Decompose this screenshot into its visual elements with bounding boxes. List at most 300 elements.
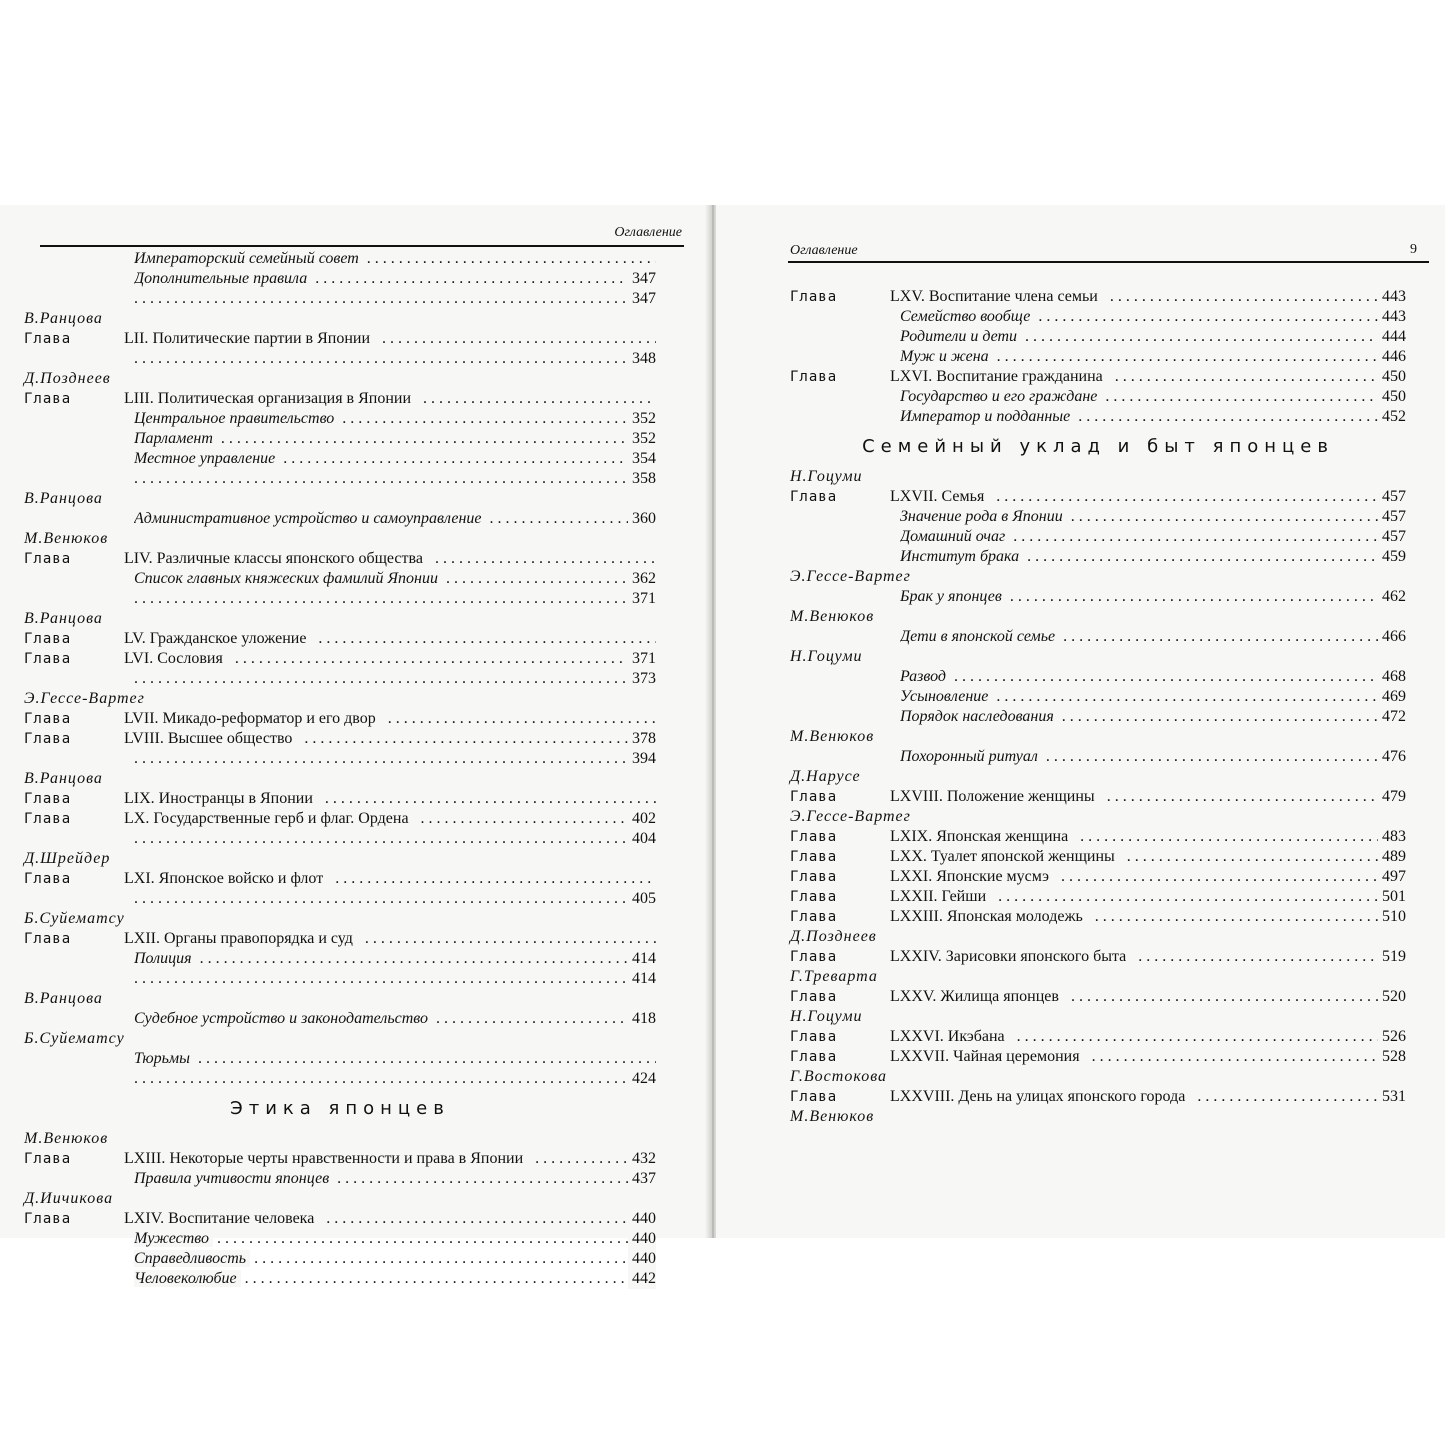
chapter-title: Жилища японцев xyxy=(940,988,1063,1005)
toc-author: Э.Гессе-Вартег xyxy=(790,568,911,585)
chapter-title: Гражданское уложение xyxy=(150,630,311,647)
toc-sub-entry[interactable] xyxy=(24,429,656,449)
page-ref: 440 xyxy=(628,1209,656,1229)
toc-sub-entry[interactable] xyxy=(24,1249,656,1269)
chapter-numeral: LIII. xyxy=(124,390,154,407)
toc-chapter-entry[interactable] xyxy=(790,867,1406,887)
chapter-numeral: LXIV. xyxy=(124,1210,165,1227)
chapter-title: Воспитание человека xyxy=(168,1210,318,1227)
toc-author: Д.Позднеев xyxy=(790,928,877,945)
toc-sub-entry[interactable] xyxy=(790,407,1406,427)
entry-title: Порядок наследования xyxy=(900,708,1058,725)
toc-chapter-entry[interactable] xyxy=(790,1027,1406,1047)
toc-sub-entry[interactable] xyxy=(24,669,656,689)
chapter-numeral: LXII. xyxy=(124,930,160,947)
page-ref: 466 xyxy=(1378,627,1406,647)
chapter-head xyxy=(790,1028,1013,1045)
chapter-title: Органы правопорядка и суд xyxy=(164,930,357,947)
toc-leader xyxy=(790,287,1406,307)
page-ref: 457 xyxy=(1378,527,1406,547)
toc-chapter-entry[interactable] xyxy=(790,907,1406,927)
chapter-numeral: LXI. xyxy=(124,870,155,887)
toc-section-title: Этика японцев xyxy=(230,1098,450,1119)
toc-author: Н.Гоцуми xyxy=(790,468,863,485)
chapter-head xyxy=(24,390,419,407)
toc-leader xyxy=(24,869,656,889)
page-ref: 489 xyxy=(1378,847,1406,867)
page-ref: 457 xyxy=(1378,487,1406,507)
entry-title: Домашний очаг xyxy=(900,528,1009,545)
chapter-head xyxy=(24,710,384,727)
chapter-head xyxy=(24,630,314,647)
chapter-label: Глава xyxy=(790,949,838,965)
chapter-head xyxy=(790,368,1111,385)
page-ref: 378 xyxy=(628,729,656,749)
chapter-label: Глава xyxy=(24,711,72,727)
toc-sub-entry[interactable] xyxy=(24,1229,656,1249)
toc-chapter-entry[interactable] xyxy=(790,947,1406,967)
toc-sub-entry[interactable] xyxy=(790,307,1406,327)
toc-leader xyxy=(134,409,656,429)
chapter-title: Сословия xyxy=(157,650,227,667)
toc-chapter-entry[interactable] xyxy=(24,729,656,749)
page-ref: 402 xyxy=(628,809,656,829)
toc-leader xyxy=(24,549,656,569)
toc-leader xyxy=(900,387,1406,407)
page-ref: 348 xyxy=(628,349,656,369)
toc-leader xyxy=(900,527,1406,547)
toc-sub-entry[interactable] xyxy=(24,1169,656,1189)
toc-sub-entry[interactable] xyxy=(790,387,1406,407)
chapter-label: Глава xyxy=(790,489,838,505)
toc-leader xyxy=(134,1229,656,1249)
toc-leader xyxy=(134,589,656,609)
toc-chapter-entry[interactable] xyxy=(24,649,656,669)
toc-author: М.Венюков xyxy=(790,1108,875,1125)
toc-author: Э.Гессе-Вартег xyxy=(24,690,145,707)
page-ref: 469 xyxy=(1378,687,1406,707)
chapter-numeral: LII. xyxy=(124,330,149,347)
entry-title: Похоронный ритуал xyxy=(900,748,1042,765)
chapter-numeral: LXXVIII. xyxy=(890,1088,955,1105)
toc-leader xyxy=(134,449,656,469)
entry-title: Список главных княжеских фамилий Японии xyxy=(134,570,442,587)
chapter-numeral: LXIX. xyxy=(890,828,933,845)
toc-leader xyxy=(134,269,656,289)
toc-leader xyxy=(790,1047,1406,1067)
toc-leader xyxy=(134,949,656,969)
chapter-numeral: LXXVII. xyxy=(890,1048,950,1065)
toc-leader xyxy=(900,307,1406,327)
toc-author: Г.Треварта xyxy=(790,968,878,985)
entry-title: Центральное правительство xyxy=(134,410,338,427)
page-ref: 362 xyxy=(628,569,656,589)
toc-chapter-entry[interactable] xyxy=(790,847,1406,867)
toc-leader xyxy=(24,649,656,669)
page-ref: 452 xyxy=(1378,407,1406,427)
toc-sub-entry[interactable] xyxy=(790,627,1406,647)
book-spread xyxy=(0,205,1445,1287)
page-ref: 418 xyxy=(628,1009,656,1029)
toc-chapter-entry[interactable] xyxy=(24,709,656,729)
page-ref: 510 xyxy=(1378,907,1406,927)
toc-leader xyxy=(790,847,1406,867)
toc-chapter-entry[interactable] xyxy=(24,1209,656,1229)
toc-leader xyxy=(134,349,656,369)
chapter-label: Глава xyxy=(24,331,72,347)
toc-sub-entry[interactable] xyxy=(24,1009,656,1029)
page-ref: 347 xyxy=(628,289,656,309)
chapter-title: Японская женщина xyxy=(936,828,1072,845)
page-ref: 347 xyxy=(628,269,656,289)
page-ref: 501 xyxy=(1378,887,1406,907)
entry-title: Родители и дети xyxy=(900,328,1021,345)
page-ref: 414 xyxy=(628,949,656,969)
chapter-head xyxy=(790,1048,1088,1065)
chapter-head xyxy=(24,650,231,667)
toc-chapter-entry[interactable] xyxy=(24,1149,656,1169)
chapter-head xyxy=(24,810,417,827)
entry-title: Император и подданные xyxy=(900,408,1074,425)
chapter-numeral: LIX. xyxy=(124,790,155,807)
toc-sub-entry[interactable] xyxy=(24,249,656,269)
page-ref: 479 xyxy=(1378,787,1406,807)
toc-author: Д.Шрейдер xyxy=(24,850,111,867)
page-ref: 405 xyxy=(628,889,656,909)
page-ref: 519 xyxy=(1378,947,1406,967)
chapter-head xyxy=(790,848,1123,865)
chapter-head xyxy=(24,870,331,887)
toc-leader xyxy=(24,1149,656,1169)
toc-sub-entry[interactable] xyxy=(790,687,1406,707)
toc-leader xyxy=(790,987,1406,1007)
toc-leader xyxy=(134,969,656,989)
entry-title: Дополнительные правила xyxy=(134,270,311,287)
entry-title: Муж и жена xyxy=(900,348,993,365)
toc-leader xyxy=(790,827,1406,847)
toc-chapter-entry[interactable] xyxy=(790,787,1406,807)
page-ref: 404 xyxy=(628,829,656,849)
chapter-numeral: LXX. xyxy=(890,848,927,865)
chapter-title: Микадо-реформатор и его двор xyxy=(163,710,380,727)
toc-chapter-entry[interactable] xyxy=(24,809,656,829)
toc-sub-entry[interactable] xyxy=(24,409,656,429)
chapter-numeral: LXIII. xyxy=(124,1150,166,1167)
page-ref: 520 xyxy=(1378,987,1406,1007)
toc-sub-entry[interactable] xyxy=(24,889,656,909)
toc-chapter-entry[interactable] xyxy=(24,389,656,409)
page-ref: 394 xyxy=(628,749,656,769)
page-ref: 373 xyxy=(628,669,656,689)
toc-leader xyxy=(134,669,656,689)
entry-title: Судебное устройство и законодательство xyxy=(134,1010,432,1027)
chapter-title: Воспитание члена семьи xyxy=(929,288,1102,305)
toc-leader xyxy=(134,569,656,589)
chapter-numeral: LV. xyxy=(124,630,146,647)
chapter-numeral: LVII. xyxy=(124,710,159,727)
chapter-label: Глава xyxy=(24,791,72,807)
toc-leader xyxy=(134,1009,656,1029)
toc-sub-entry[interactable] xyxy=(790,707,1406,727)
toc-sub-entry[interactable] xyxy=(24,1069,656,1089)
chapter-label: Глава xyxy=(790,989,838,1005)
chapter-label: Глава xyxy=(790,369,838,385)
page-ref: 531 xyxy=(1378,1087,1406,1107)
toc-chapter-entry[interactable] xyxy=(24,329,656,349)
chapter-label: Глава xyxy=(790,909,838,925)
toc-leader xyxy=(900,707,1406,727)
page-ref: 459 xyxy=(1378,547,1406,567)
entry-title: Правила учтивости японцев xyxy=(134,1170,333,1187)
toc-leader xyxy=(24,329,656,349)
chapter-title: Политическая организация в Японии xyxy=(158,390,415,407)
chapter-label: Глава xyxy=(24,871,72,887)
entry-title: Административное устройство и самоуправление xyxy=(134,510,486,527)
chapter-title: Гейши xyxy=(942,888,991,905)
toc-author: М.Венюков xyxy=(790,608,875,625)
header-rule xyxy=(788,261,1429,263)
chapter-head xyxy=(790,888,994,905)
toc-leader xyxy=(790,1087,1406,1107)
chapter-title: Туалет японской женщины xyxy=(931,848,1119,865)
toc-leader xyxy=(790,887,1406,907)
toc-sub-entry[interactable] xyxy=(24,949,656,969)
chapter-label: Глава xyxy=(790,1029,838,1045)
chapter-numeral: LXXII. xyxy=(890,888,938,905)
chapter-head xyxy=(24,550,431,567)
chapter-label: Глава xyxy=(24,1151,72,1167)
toc-sub-entry[interactable] xyxy=(24,269,656,289)
page-ref: 354 xyxy=(628,449,656,469)
page-ref: 424 xyxy=(628,1069,656,1089)
chapter-head xyxy=(24,730,300,747)
chapter-head xyxy=(790,948,1134,965)
chapter-label: Глава xyxy=(790,889,838,905)
toc-chapter-entry[interactable] xyxy=(790,1047,1406,1067)
toc-sub-entry[interactable] xyxy=(24,1049,656,1069)
toc-leader xyxy=(900,627,1406,647)
toc-sub-entry[interactable] xyxy=(24,1269,656,1289)
toc-sub-entry[interactable] xyxy=(24,349,656,369)
chapter-title: Государственные герб и флаг. Ордена xyxy=(153,810,412,827)
page-ref: 450 xyxy=(1378,387,1406,407)
toc-leader xyxy=(900,587,1406,607)
toc-chapter-entry[interactable] xyxy=(24,929,656,949)
toc-sub-entry[interactable] xyxy=(24,289,656,309)
toc-chapter-entry[interactable] xyxy=(790,887,1406,907)
chapter-title: Чайная церемония xyxy=(953,1048,1083,1065)
toc-sub-entry[interactable] xyxy=(24,749,656,769)
chapter-title: Некоторые черты нравственности и права в Японии xyxy=(169,1150,527,1167)
page-ref: 443 xyxy=(1378,287,1406,307)
toc-sub-entry[interactable] xyxy=(24,589,656,609)
toc-leader xyxy=(24,389,656,409)
entry-title: Усыновление xyxy=(900,688,992,705)
chapter-head xyxy=(24,790,321,807)
toc-section-title: Семейный уклад и быт японцев xyxy=(862,436,1334,457)
toc-leader xyxy=(900,507,1406,527)
chapter-numeral: LXVI. xyxy=(890,368,933,385)
toc-sub-entry[interactable] xyxy=(790,507,1406,527)
page-ref: 352 xyxy=(628,409,656,429)
toc-leader xyxy=(134,509,656,529)
toc-leader xyxy=(24,1209,656,1229)
entry-title: Развод xyxy=(900,668,950,685)
toc-list-left xyxy=(24,249,656,1289)
toc-chapter-entry[interactable] xyxy=(790,287,1406,307)
chapter-label: Глава xyxy=(790,1049,838,1065)
chapter-title: Воспитание гражданина xyxy=(936,368,1107,385)
page-ref: 472 xyxy=(1378,707,1406,727)
chapter-label: Глава xyxy=(24,1211,72,1227)
toc-sub-entry[interactable] xyxy=(24,469,656,489)
toc-sub-entry[interactable] xyxy=(790,667,1406,687)
toc-sub-entry[interactable] xyxy=(24,569,656,589)
toc-sub-entry[interactable] xyxy=(790,587,1406,607)
toc-leader xyxy=(134,1169,656,1189)
entry-title: Императорский семейный совет xyxy=(134,250,363,267)
page-ref: 360 xyxy=(628,509,656,529)
toc-leader xyxy=(134,749,656,769)
entry-title: Семейство вообще xyxy=(900,308,1034,325)
toc-leader xyxy=(134,1249,656,1269)
toc-chapter-entry[interactable] xyxy=(790,987,1406,1007)
running-title: Оглавление xyxy=(790,243,858,258)
chapter-head xyxy=(24,1150,531,1167)
chapter-head xyxy=(790,988,1067,1005)
chapter-head xyxy=(24,930,361,947)
header-rule xyxy=(40,245,684,247)
page-ref: 450 xyxy=(1378,367,1406,387)
toc-leader xyxy=(900,747,1406,767)
toc-author: Н.Гоцуми xyxy=(790,1008,863,1025)
left-page xyxy=(0,205,712,1287)
toc-author: Б.Суйематсу xyxy=(24,910,125,927)
toc-chapter-entry[interactable] xyxy=(790,1087,1406,1107)
toc-leader xyxy=(790,1027,1406,1047)
chapter-title: Икэбана xyxy=(948,1028,1009,1045)
chapter-title: Положение женщины xyxy=(947,788,1099,805)
toc-chapter-entry[interactable] xyxy=(24,549,656,569)
page-ref: 440 xyxy=(628,1249,656,1269)
chapter-numeral: LVI. xyxy=(124,650,154,667)
chapter-title: Высшее общество xyxy=(168,730,297,747)
page-ref: 352 xyxy=(628,429,656,449)
toc-chapter-entry[interactable] xyxy=(24,789,656,809)
toc-leader xyxy=(134,1049,656,1069)
chapter-title: Политические партии в Японии xyxy=(152,330,374,347)
page-ref: 483 xyxy=(1378,827,1406,847)
page-ref: 446 xyxy=(1378,347,1406,367)
entry-title: Справедливость xyxy=(134,1250,250,1267)
chapter-label: Глава xyxy=(790,789,838,805)
page-ref: 462 xyxy=(1378,587,1406,607)
entry-title: Тюрьмы xyxy=(134,1050,194,1067)
chapter-label: Глава xyxy=(790,289,838,305)
toc-author: Д.Иичикова xyxy=(24,1190,114,1207)
page-ref: 443 xyxy=(1378,307,1406,327)
toc-author: Э.Гессе-Вартег xyxy=(790,808,911,825)
toc-chapter-entry[interactable] xyxy=(24,869,656,889)
chapter-title: День на улицах японского города xyxy=(958,1088,1189,1105)
entry-title: Местное управление xyxy=(134,450,279,467)
toc-chapter-entry[interactable] xyxy=(790,487,1406,507)
toc-sub-entry[interactable] xyxy=(24,829,656,849)
entry-title: Значение рода в Японии xyxy=(900,508,1067,525)
toc-leader xyxy=(24,929,656,949)
chapter-head xyxy=(24,330,378,347)
toc-leader xyxy=(134,889,656,909)
toc-author: В.Ранцова xyxy=(24,490,103,507)
toc-sub-entry[interactable] xyxy=(790,527,1406,547)
toc-author: Б.Суйематсу xyxy=(24,1030,125,1047)
toc-sub-entry[interactable] xyxy=(24,509,656,529)
toc-author: В.Ранцова xyxy=(24,990,103,1007)
toc-sub-entry[interactable] xyxy=(790,347,1406,367)
toc-leader xyxy=(24,809,656,829)
page-ref: 358 xyxy=(628,469,656,489)
chapter-title: Иностранцы в Японии xyxy=(159,790,317,807)
page-ref: 526 xyxy=(1378,1027,1406,1047)
chapter-label: Глава xyxy=(790,849,838,865)
toc-sub-entry[interactable] xyxy=(24,449,656,469)
toc-author: В.Ранцова xyxy=(24,610,103,627)
page-ref: 440 xyxy=(628,1229,656,1249)
chapter-numeral: LXXIII. xyxy=(890,908,943,925)
chapter-numeral: LVIII. xyxy=(124,730,164,747)
toc-chapter-entry[interactable] xyxy=(790,827,1406,847)
entry-title: Дети в японской семье xyxy=(900,628,1059,645)
toc-chapter-entry[interactable] xyxy=(24,629,656,649)
toc-chapter-entry[interactable] xyxy=(790,367,1406,387)
toc-leader xyxy=(900,547,1406,567)
toc-leader xyxy=(790,367,1406,387)
toc-leader xyxy=(134,1069,656,1089)
page-ref: 468 xyxy=(1378,667,1406,687)
right-page xyxy=(716,205,1445,1238)
chapter-head xyxy=(790,488,992,505)
toc-author: В.Ранцова xyxy=(24,310,103,327)
chapter-label: Глава xyxy=(24,631,72,647)
chapter-head xyxy=(790,1088,1193,1105)
toc-author: Д.Нарусе xyxy=(790,768,861,785)
chapter-label: Глава xyxy=(24,811,72,827)
chapter-label: Глава xyxy=(790,1089,838,1105)
chapter-head xyxy=(790,828,1076,845)
chapter-numeral: LXXV. xyxy=(890,988,937,1005)
page-ref: 457 xyxy=(1378,507,1406,527)
toc-leader xyxy=(24,729,656,749)
entry-title: Парламент xyxy=(134,430,217,447)
toc-leader xyxy=(790,487,1406,507)
toc-leader xyxy=(134,829,656,849)
chapter-title: Семья xyxy=(942,488,989,505)
page-ref: 432 xyxy=(628,1149,656,1169)
toc-author: М.Венюков xyxy=(24,530,109,547)
chapter-head xyxy=(790,288,1106,305)
chapter-head xyxy=(790,868,1057,885)
toc-leader xyxy=(790,947,1406,967)
toc-sub-entry[interactable] xyxy=(24,969,656,989)
toc-sub-entry[interactable] xyxy=(790,327,1406,347)
entry-title: Институт брака xyxy=(900,548,1023,565)
chapter-title: Различные классы японского общества xyxy=(157,550,427,567)
page-number: 9 xyxy=(1410,242,1417,257)
toc-author: М.Венюков xyxy=(790,728,875,745)
toc-sub-entry[interactable] xyxy=(790,747,1406,767)
toc-leader xyxy=(790,867,1406,887)
toc-sub-entry[interactable] xyxy=(790,547,1406,567)
